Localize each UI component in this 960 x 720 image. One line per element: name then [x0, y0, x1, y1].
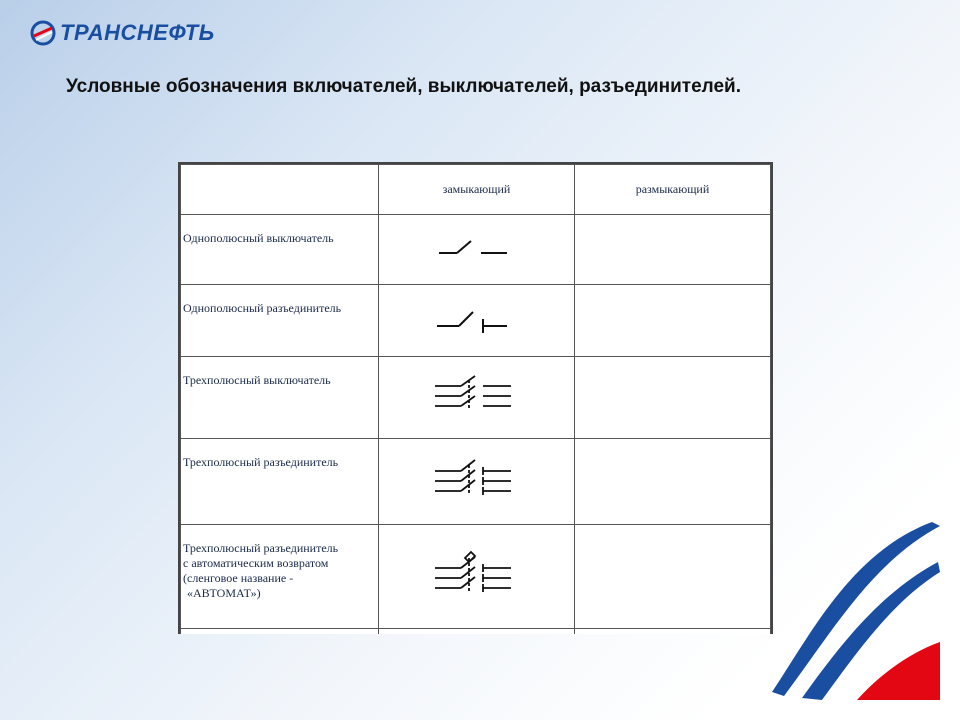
page-title: Условные обозначения включателей, выключателей, разъединителей. [66, 76, 741, 97]
single-pole-switch-symbol-icon [431, 233, 521, 263]
empty-cell [181, 629, 379, 635]
row-label-line: с автоматическим возвратом [183, 556, 329, 570]
header-cell-empty [181, 165, 379, 215]
header-cell-closing: замыкающий [379, 165, 575, 215]
table-row [181, 525, 771, 629]
empty-cell [574, 439, 770, 525]
three-pole-auto-return-disconnector-symbol-icon [431, 550, 521, 600]
symbols-table-container [178, 162, 773, 634]
row-label: Трехполюсный разъединитель [181, 439, 379, 525]
single-pole-disconnector-symbol-icon [431, 302, 521, 336]
symbol-cell [379, 525, 575, 629]
table-row-partial [181, 629, 771, 635]
row-label-line: (сленговое название - [183, 571, 294, 585]
table-row [181, 285, 771, 357]
empty-cell [574, 525, 770, 629]
row-label-line: «АВТОМАТ») [187, 586, 261, 600]
table-row [181, 357, 771, 439]
empty-cell [574, 357, 770, 439]
three-pole-disconnector-symbol-icon [431, 457, 521, 503]
symbols-table [180, 164, 771, 634]
empty-cell [379, 629, 575, 635]
row-label-multiline [181, 525, 379, 629]
symbol-cell [379, 215, 575, 285]
empty-cell [574, 285, 770, 357]
table-row [181, 215, 771, 285]
header-cell-opening: размыкающий [574, 165, 770, 215]
symbol-cell [379, 439, 575, 525]
three-pole-switch-symbol-icon [431, 374, 521, 418]
row-label: Однополюсный разъединитель [181, 285, 379, 357]
company-logo [30, 18, 215, 48]
corner-emblem-icon [762, 512, 942, 702]
transneft-emblem-icon [30, 20, 56, 46]
table-row [181, 439, 771, 525]
symbol-cell [379, 357, 575, 439]
row-label: Однополюсный выключатель [181, 215, 379, 285]
table-header-row [181, 165, 771, 215]
symbol-cell [379, 285, 575, 357]
row-label-line: Трехполюсный разъединитель [183, 541, 339, 555]
logo-text: ТРАНСНЕФТЬ [60, 20, 215, 45]
row-label: Трехполюсный выключатель [181, 357, 379, 439]
empty-cell [574, 629, 770, 635]
empty-cell [574, 215, 770, 285]
